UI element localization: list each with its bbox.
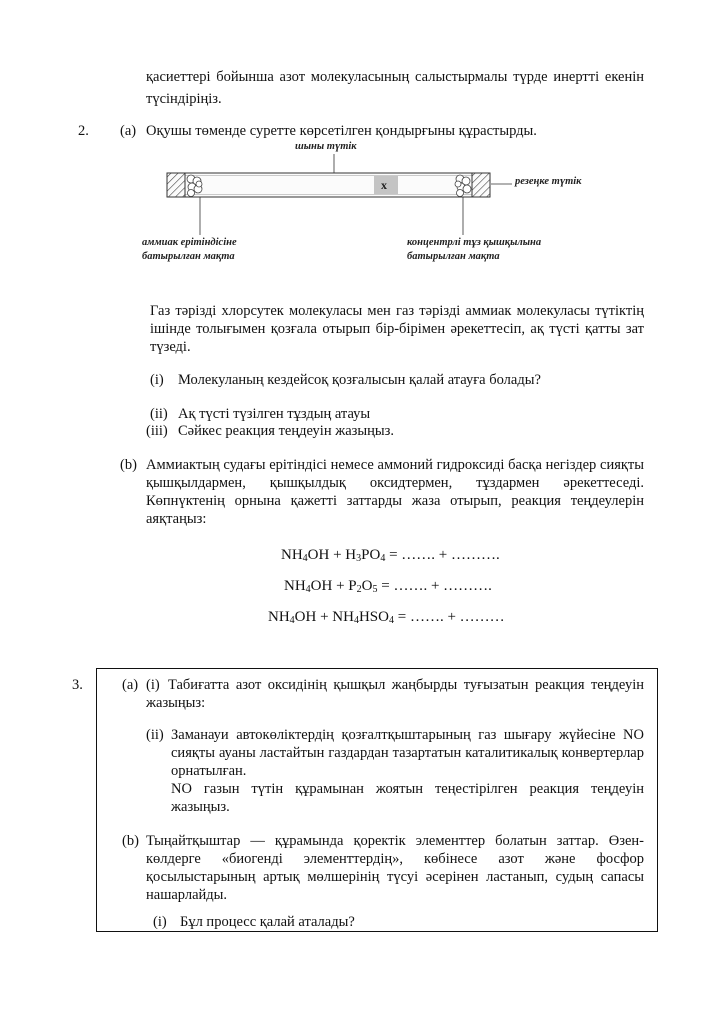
- q3-b-line-2: көлдерге «биогенді элементтердің», көбінесе азот және фосфор: [146, 851, 644, 867]
- right-stopper: [472, 173, 490, 197]
- q2-b-line-4: аяқтаңыз:: [146, 511, 207, 527]
- q2-sub-ii-label: (ii): [150, 406, 168, 422]
- reaction-zone-marker: x: [381, 178, 387, 192]
- left-stopper: [167, 173, 185, 197]
- q2-para-line-3: түзеді.: [150, 339, 191, 355]
- rubber-tube-label: резеңке түтік: [515, 176, 582, 187]
- equation-2: $NH_4OH + P_2O_5$ = ……. + ……….: [284, 578, 492, 595]
- equation-3: $NH_4OH + NH_4HSO_4$ = ……. + ………: [268, 609, 505, 626]
- q3-a-ii-label: (ii): [146, 727, 164, 743]
- q2-sub-i-text: Молекуланың кездейсоқ қозғалысын қалай атауға болады?: [178, 372, 541, 388]
- equation-1-rest: = ……. + ……….: [385, 547, 500, 563]
- right-cotton-label-1: концентрлі тұз қышқылына: [407, 237, 542, 248]
- q2-a-text: Оқушы төменде суретте көрсетілген қондырғыны құрастырды.: [146, 123, 537, 139]
- glass-tube-label: шыны түтік: [295, 141, 357, 152]
- question-3-number: 3.: [72, 677, 83, 693]
- intro-line-1: қасиеттері бойынша азот молекуласының салыстырмалы түрде инертті екенін: [146, 69, 644, 85]
- q2-para-line-1: Газ тәрізді хлорсутек молекуласы мен газ тәрізді аммиак молекуласы түтіктің: [150, 303, 644, 319]
- q3-b-line-1: Тыңайтқыштар — құрамында қоректік элементтер болатын заттар. Өзен-: [146, 833, 644, 849]
- left-cotton-label-2: батырылған мақта: [142, 251, 235, 262]
- equation-2-rest: = ……. + ……….: [377, 578, 492, 594]
- left-cotton-label-1: аммиак ерітіндісіне: [142, 237, 237, 248]
- equation-1: $NH_4OH + H_3PO_4$ = ……. + ……….: [281, 547, 500, 564]
- q3-a-i-label: (i): [146, 677, 160, 693]
- q3-a-i-line-1: Табиғатта азот оксидінің қышқыл жаңбырды туғызатын реакция теңдеуін: [168, 677, 644, 693]
- right-cotton-label-2: батырылған мақта: [407, 251, 500, 262]
- equation-3-rest: = ……. + ………: [393, 609, 505, 625]
- q3-b-label: (b): [122, 833, 139, 849]
- q2-a-label: (a): [120, 123, 137, 139]
- q3-a-ii-line-2: сияқты ауаны ластайтын газдардан тазартатын каталитикалық конвертерлар: [171, 745, 644, 761]
- q3-a-i-line-2: жазыңыз:: [146, 695, 206, 711]
- q3-a-ii-line-1: Заманауи автокөліктердің қозғалтқыштарының газ шығару жүйесіне NO: [171, 727, 644, 743]
- q3-a-ii-line-5: жазыңыз.: [171, 799, 230, 815]
- apparatus-diagram: [140, 140, 600, 275]
- q2-b-label: (b): [120, 457, 137, 473]
- q2-sub-iii-text: Сәйкес реакция теңдеуін жазыңыз.: [178, 423, 394, 439]
- q3-b-line-4: нашарлайды.: [146, 887, 228, 903]
- q3-a-ii-line-3: орнатылған.: [171, 763, 247, 779]
- q2-b-line-1: Аммиактың судағы ерітіндісі немесе аммоний гидроксиді басқа негіздер сияқты: [146, 457, 644, 473]
- question-2-number: 2.: [78, 123, 89, 139]
- q3-b-i-label: (i): [153, 914, 167, 930]
- q3-b-i-text: Бұл процесс қалай аталады?: [180, 914, 355, 930]
- q2-b-line-2: қышқылдармен, қышқылдық оксидтермен, тұздармен әрекеттеседі.: [146, 475, 644, 491]
- q2-sub-ii-text: Ақ түсті түзілген тұздың атауы: [178, 406, 371, 422]
- q2-sub-iii-label: (iii): [146, 423, 168, 439]
- q2-b-line-3: Көпнүктенің орнына қажетті заттарды жаза отырып, реакция теңдеулерін: [146, 493, 644, 509]
- q3-b-line-3: қосылыстарының артық мөлшерінің түсуі әсерінен ластанып, судың сапасы: [146, 869, 644, 885]
- q3-a-label: (a): [122, 677, 139, 693]
- q2-para-line-2: ішінде толығымен қозғала отырып бір-бірімен әрекеттесіп, ақ түсті қатты зат: [150, 321, 644, 337]
- q3-a-ii-line-4: NO газын түтін құрамынан жоятын теңестірілген реакция теңдеуін: [171, 781, 644, 797]
- q2-sub-i-label: (i): [150, 372, 164, 388]
- intro-line-2: түсіндіріңіз.: [146, 91, 222, 107]
